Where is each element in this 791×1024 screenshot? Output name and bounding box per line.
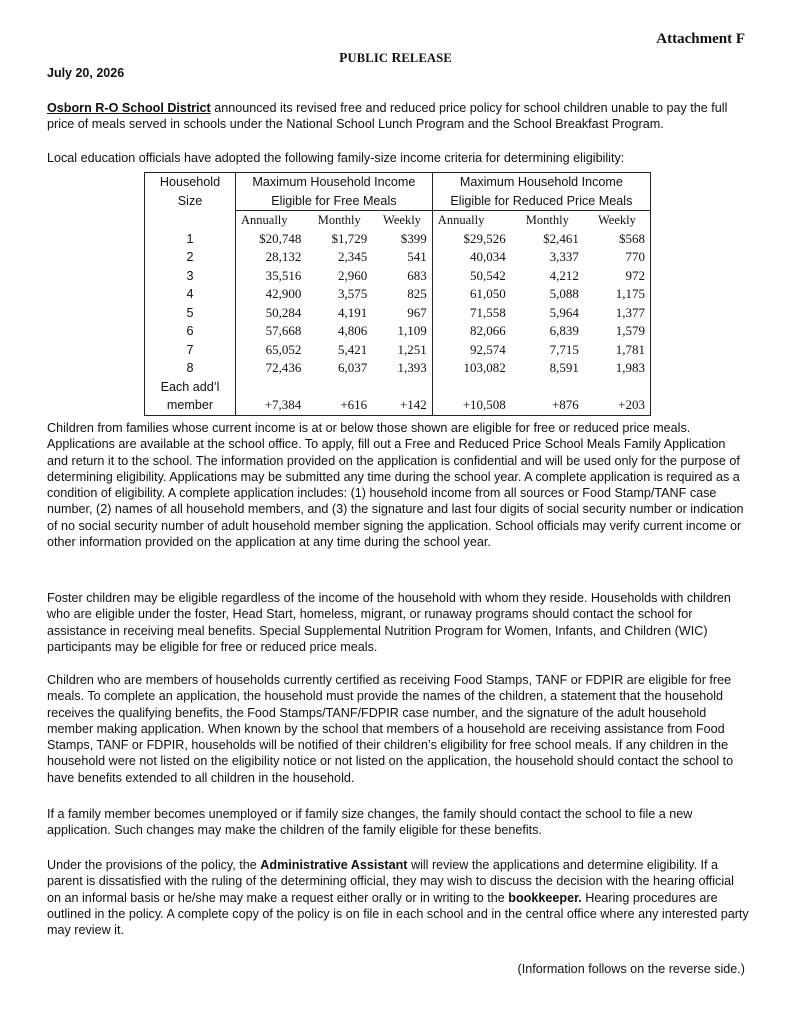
table-row: 3 35,516 2,960 683 50,542 4,212 972 xyxy=(145,267,651,286)
intro-paragraph: Osborn R-O School District announced its revised free and reduced price policy for school children unable to pay the full price of meals served in schools under the National School Lunch Program and the School Breakfast Program. xyxy=(47,101,728,132)
free-monthly-header: Monthly xyxy=(317,213,361,228)
attachment-label: Attachment F xyxy=(656,31,745,47)
household-header: Household xyxy=(145,173,236,192)
eligibility-paragraph: Children from families whose current income is at or below those shown are eligible for free or reduced price meals. Applications are available at the school office. To apply, fill out a Free and Reduced Price School Meals Family Application and return it to the school. The information provided on the application is confidential and will be used only for the purpose of determining eligibility. Applications may be submitted any time during the school year. A complete application is required as a condition of eligibility. A complete application includes: (1) household income from all sources or Food Stamp/TANF case number, (2) names of all household members, and (3) the signature and last four digits of social security number or indication of no social security number of adult household member signing the application. School officials may verify current income or other information provided on the application at any time during the school year. xyxy=(47,421,744,550)
foster-paragraph: Foster children may be eligible regardless of the income of the household with whom they reside. Households with children who are eligible under the foster, Head Start, homeless, migrant, or runaway programs should contact the school for assistance in receiving meal benefits. Special Supplemental Nutrition Program for Women, Infants, and Children (WIC) participants may be eligible for free or reduced price meals. xyxy=(47,591,731,654)
table-row: 5 50,284 4,191 967 71,558 5,964 1,377 xyxy=(145,304,651,323)
table-row: 8 72,436 6,037 1,393 103,082 8,591 1,983 xyxy=(145,359,651,378)
free-weekly-header: Weekly xyxy=(372,211,432,230)
table-row: 6 57,668 4,806 1,109 82,066 6,839 1,579 xyxy=(145,322,651,341)
free-annual-header: Annually xyxy=(241,213,288,228)
release-date: July 20, 2026 xyxy=(47,66,125,80)
reduced-monthly-header: Monthly xyxy=(525,213,569,228)
reverse-side-note: (Information follows on the reverse side.) xyxy=(517,962,745,976)
income-eligibility-table xyxy=(144,172,651,416)
review-paragraph: Under the provisions of the policy, the Administrative Assistant will review the applications and determine eligibility. If a parent is dissatisfied with the ruling of the determining official, they may wish to discuss the decision with the hearing official on an informal basis or he/she may make a request either orally or in writing to the bookkeeper. Hearing procedures are outlined in the policy. A complete copy of the policy is on file in each school and in the central office where any interested party may review it. xyxy=(47,858,749,938)
determining-official: Administrative Assistant xyxy=(260,858,408,872)
reduced-annual-header: Annually xyxy=(437,213,485,228)
table-row: 2 28,132 2,345 541 40,034 3,337 770 xyxy=(145,248,651,267)
criteria-intro: Local education officials have adopted the following family-size income criteria for determining eligibility: xyxy=(47,151,625,165)
table-row: 4 42,900 3,575 825 61,050 5,088 1,175 xyxy=(145,285,651,304)
hearing-official: bookkeeper. xyxy=(508,890,582,905)
table-row: 7 65,052 5,421 1,251 92,574 7,715 1,781 xyxy=(145,341,651,360)
additional-member-row: member +7,384 +616 +142 +10,508 +876 +203 xyxy=(145,396,651,415)
household-header-line2: Size xyxy=(145,192,236,211)
unemployed-paragraph: If a family member becomes unemployed or if family size changes, the family should contact the school to file a new application. Such changes may make the children of the family eligible for these benefits. xyxy=(47,807,693,838)
free-meals-header-line2: Eligible for Free Meals xyxy=(236,192,433,211)
free-meals-header: Maximum Household Income xyxy=(236,173,433,192)
reduced-weekly-header: Weekly xyxy=(584,211,651,230)
reduced-meals-header: Maximum Household Income xyxy=(432,173,650,192)
food-stamps-paragraph: Children who are members of households currently certified as receiving Food Stamps, TANF or FDPIR are eligible for free meals. To complete an application, the household must provide the names of the children, a statement that the household receives the qualifying benefits, the Food Stamps/TANF/FDPIR case number, and the signature of the adult household member making application. When known by the school that members of a household are receiving assistance from Food Stamps, TANF or FDPIR, households will be notified of their children’s eligibility for free school meals. If any children in the household were not listed on the eligibility notice or not listed on the application, the household should contact the school to have benefits extended to all children in the household. xyxy=(47,673,734,785)
document-title: PUBLIC RELEASE xyxy=(339,50,452,65)
reduced-meals-header-line2: Eligible for Reduced Price Meals xyxy=(432,192,650,211)
district-name: Osborn R-O School District xyxy=(47,101,211,115)
table-row: 1 $20,748 $1,729 $399 $29,526 $2,461 $568 xyxy=(145,230,651,249)
additional-member-row-label: Each add’l xyxy=(145,378,651,397)
